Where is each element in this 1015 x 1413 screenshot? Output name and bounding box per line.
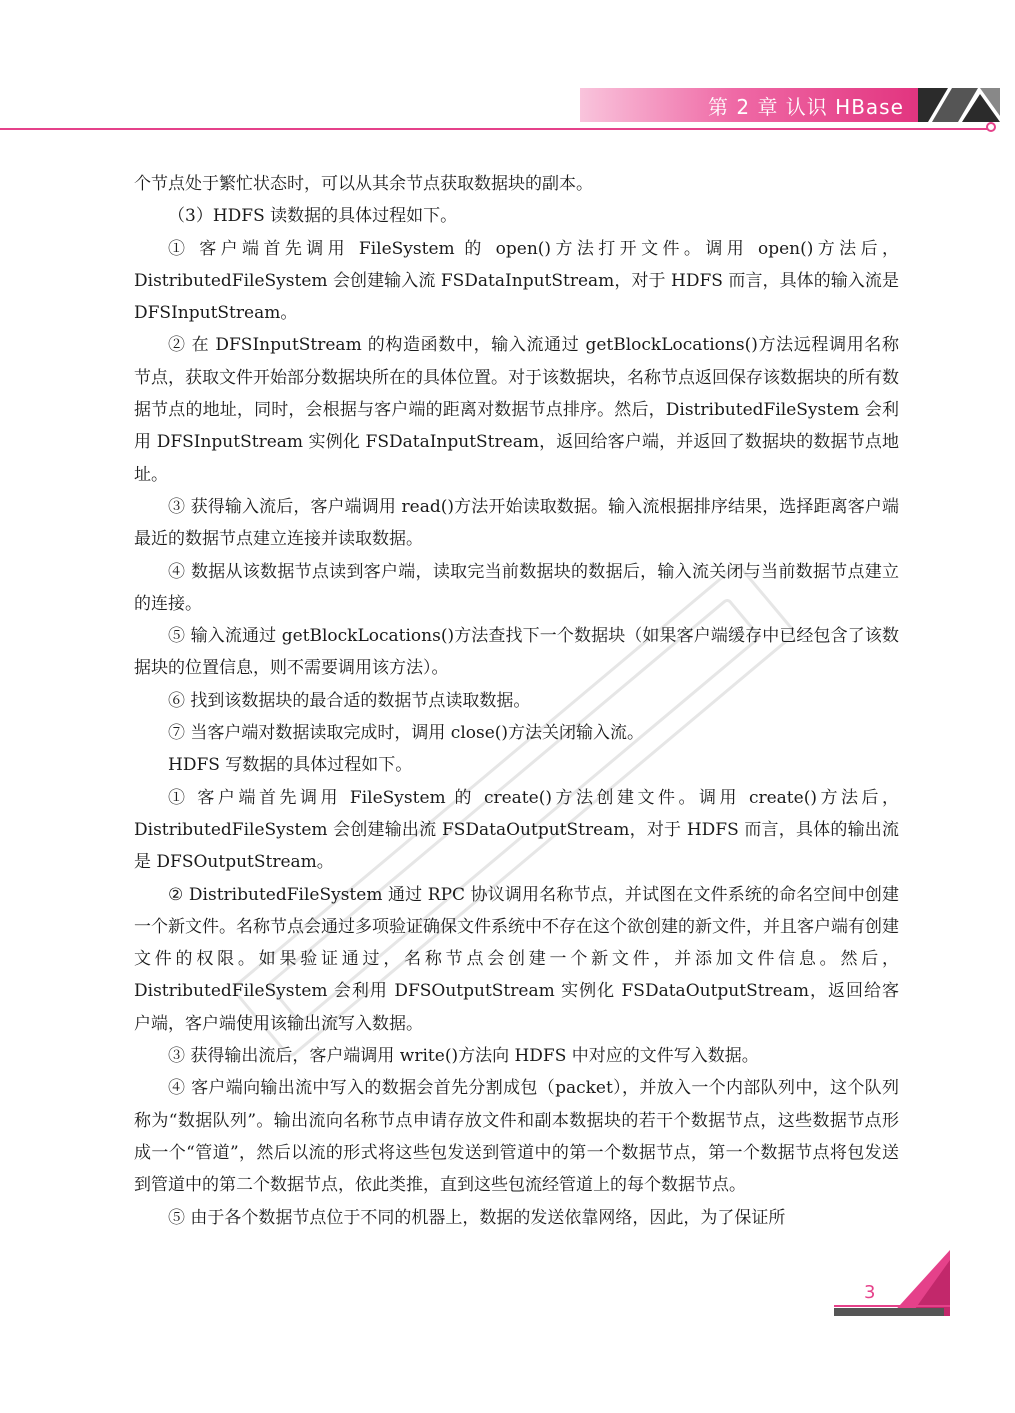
paragraph: ③ 获得输出流后，客户端调用 write()方法向 HDFS 中对应的文件写入数据。 bbox=[168, 1046, 759, 1067]
paragraph: ⑥ 找到该数据块的最合适的数据节点读取数据。 bbox=[168, 690, 531, 711]
header-triangle-decoration bbox=[918, 88, 1000, 122]
paragraph: ④ 数据从该数据节点读到客户端，读取完当前数据块的数据后，输入流关闭与当前数据节点建立的连接。 bbox=[134, 561, 899, 614]
header-rule-endpoint bbox=[986, 122, 996, 132]
paragraph: ① 客户端首先调用 FileSystem 的 open()方法打开文件。调用 open()方法后，DistributedFileSystem 会创建输入流 FSDataInputStream，对于 HDFS 而言，具体的输入流是 DFSInputStream。 bbox=[134, 238, 899, 324]
body-text bbox=[134, 168, 899, 1234]
paragraph: ⑦ 当客户端对数据读取完成时，调用 close()方法关闭输入流。 bbox=[168, 723, 645, 744]
paragraph: （3）HDFS 读数据的具体过程如下。 bbox=[168, 206, 458, 227]
paragraph: HDFS 写数据的具体过程如下。 bbox=[168, 755, 413, 776]
paragraph: ③ 获得输入流后，客户端调用 read()方法开始读取数据。输入流根据排序结果，选择距离客户端最近的数据节点建立连接并读取数据。 bbox=[134, 496, 899, 550]
page-number: 3 bbox=[864, 1282, 876, 1303]
paragraph: ① 客户端首先调用 FileSystem 的 create()方法创建文件。调用 create()方法后，DistributedFileSystem 会创建输出流 FSDataOutputStream，对于 HDFS 而言，具体的输出流是 DFSOutputStream。 bbox=[134, 787, 899, 873]
header-rule bbox=[0, 128, 990, 130]
paragraph: ⑤ 由于各个数据节点位于不同的机器上，数据的发送依靠网络，因此，为了保证所 bbox=[168, 1207, 786, 1228]
chapter-title: 第 2 章 认识 HBase bbox=[708, 95, 904, 119]
footer-triangle-decoration bbox=[830, 1250, 950, 1320]
paragraph: 个节点处于繁忙状态时，可以从其余节点获取数据块的副本。 bbox=[134, 174, 593, 194]
paragraph: ⑤ 输入流通过 getBlockLocations()方法查找下一个数据块（如果客户端缓存中已经包含了该数据块的位置信息，则不需要调用该方法）。 bbox=[134, 626, 899, 679]
paragraph: ② DistributedFileSystem 通过 RPC 协议调用名称节点，并试图在文件系统的命名空间中创建一个新文件。名称节点会通过多项验证确保文件系统中不存在这个欲创建的新文件，并且客户端有创建文件的权限。如果验证通过，名称节点会创建一个新文件，并添加文件信息。然后，DistributedFileSystem 会利用 DFSOutputStream 实例化 FSDataOutputStream，返回给客户端，客户端使用该输出流写入数据。 bbox=[134, 884, 899, 1034]
paragraph: ④ 客户端向输出流中写入的数据会首先分割成包（packet），并放入一个内部队列中，这个队列称为“数据队列”。输出流向名称节点申请存放文件和副本数据块的若干个数据节点，这些数据节点形成一个“管道”，然后以流的形式将这些包发送到管道中的第一个数据节点，第一个数据节点将包发送到管道中的第二个数据节点，依此类推，直到这些包流经管道上的每个数据节点。 bbox=[134, 1078, 899, 1196]
paragraph: ② 在 DFSInputStream 的构造函数中，输入流通过 getBlockLocations()方法远程调用名称节点，获取文件开始部分数据块所在的具体位置。对于该数据块，名称节点返回保存该数据块的所有数据节点的地址，同时，会根据与客户端的距离对数据节点排序。然后，DistributedFileSystem 会利用 DFSInputStream 实例化 FSDataInputStream，返回给客户端，并返回了数据块的数据节点地址。 bbox=[134, 335, 899, 485]
